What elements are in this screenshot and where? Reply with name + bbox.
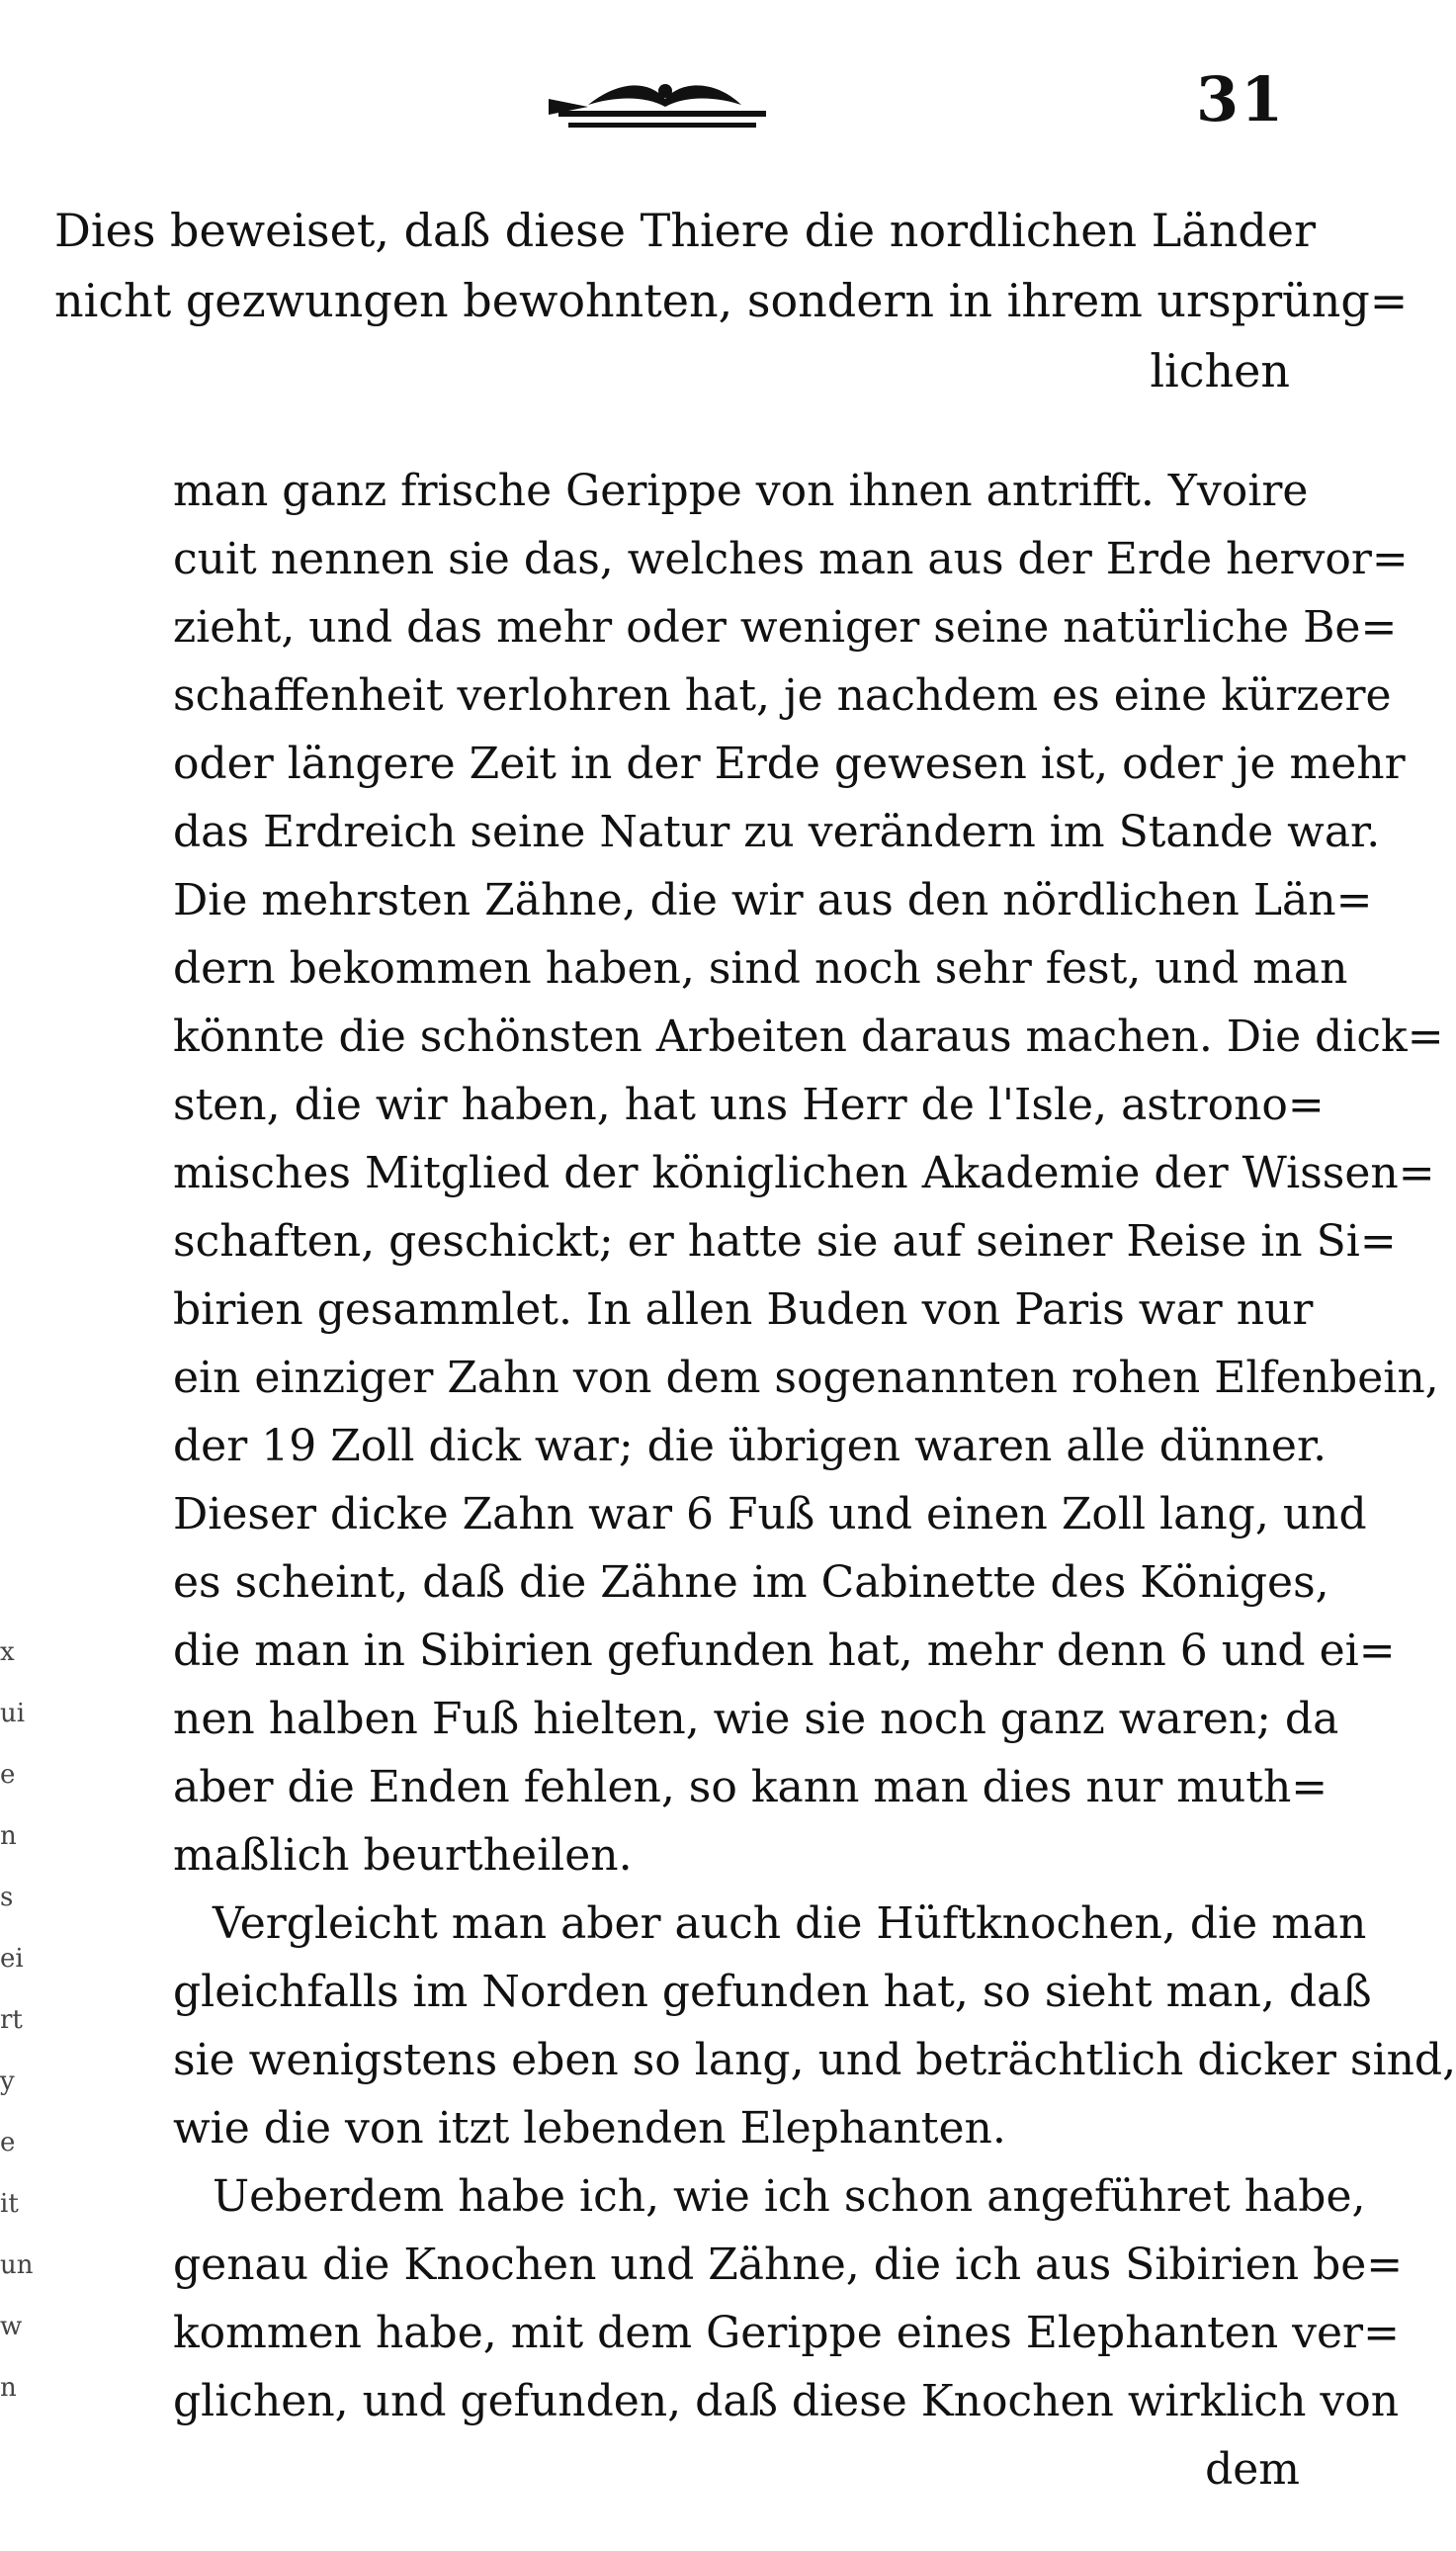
text-line: genau die Knochen und Zähne, die ich aus Sibirien be= bbox=[173, 2240, 1404, 2290]
text-line: man ganz frische Gerippe von ihnen antrifft. Yvoire bbox=[173, 466, 1309, 516]
text-line: Dieser dicke Zahn war 6 Fuß und einen Zoll lang, und bbox=[173, 1489, 1367, 1539]
edge-fragment: n bbox=[0, 2373, 17, 2403]
text-line: cuit nennen sie das, welches man aus der Erde hervor= bbox=[173, 534, 1409, 584]
header-ornament bbox=[549, 71, 776, 140]
facing-page-edge bbox=[0, 1622, 34, 2472]
preceding-fragment bbox=[54, 196, 1409, 406]
text-line: Die mehrsten Zähne, die wir aus den nördlichen Län= bbox=[173, 875, 1373, 925]
text-line: glichen, und gefunden, daß diese Knochen wirklich von bbox=[173, 2376, 1400, 2426]
text-line: wie die von itzt lebenden Elephanten. bbox=[173, 2103, 1006, 2154]
text-line: zieht, und das mehr oder weniger seine natürliche Be= bbox=[173, 602, 1398, 653]
text-line: oder längere Zeit in der Erde gewesen ist, oder je mehr bbox=[173, 739, 1406, 789]
text-line: nen halben Fuß hielten, wie sie noch ganz waren; da bbox=[173, 1694, 1339, 1744]
edge-fragment: y bbox=[0, 2067, 15, 2096]
text-line: birien gesammlet. In allen Buden von Paris war nur bbox=[173, 1284, 1314, 1335]
text-line: dern bekommen haben, sind noch sehr fest, und man bbox=[173, 943, 1348, 994]
text-line: kommen habe, mit dem Gerippe eines Elephanten ver= bbox=[173, 2308, 1400, 2358]
edge-fragment: e bbox=[0, 1760, 16, 1790]
text-line: Dies beweiset, daß diese Thiere die nordlichen Länder bbox=[54, 204, 1317, 257]
text-line: maßlich beurtheilen. bbox=[173, 1830, 633, 1881]
edge-fragment: un bbox=[0, 2250, 34, 2280]
page-number: 31 bbox=[1196, 63, 1286, 135]
text-line: gleichfalls im Norden gefunden hat, so sieht man, daß bbox=[173, 1967, 1372, 2017]
text-line: schaften, geschickt; er hatte sie auf seiner Reise in Si= bbox=[173, 1216, 1397, 1267]
text-line: könnte die schönsten Arbeiten daraus machen. Die dick= bbox=[173, 1012, 1444, 1062]
edge-fragment: x bbox=[0, 1637, 15, 1667]
edge-fragment: e bbox=[0, 2128, 16, 2157]
edge-fragment: s bbox=[0, 1883, 14, 1912]
edge-fragment: n bbox=[0, 1821, 17, 1851]
text-line: die man in Sibirien gefunden hat, mehr denn 6 und ei= bbox=[173, 1626, 1396, 1676]
text-line: es scheint, daß die Zähne im Cabinette des Königes, bbox=[173, 1557, 1329, 1608]
edge-fragment: w bbox=[0, 2312, 23, 2341]
text-line: sie wenigstens eben so lang, und beträchtlich dicker sind, bbox=[173, 2035, 1456, 2085]
text-line: der 19 Zoll dick war; die übrigen waren alle dünner. bbox=[173, 1421, 1328, 1471]
text-line: Ueberdem habe ich, wie ich schon angeführet habe, bbox=[213, 2171, 1366, 2222]
text-line: lichen bbox=[1150, 344, 1290, 397]
text-line: aber die Enden fehlen, so kann man dies nur muth= bbox=[173, 1762, 1328, 1812]
text-line: ein einziger Zahn von dem sogenannten rohen Elfenbein, bbox=[173, 1353, 1439, 1403]
text-line: misches Mitglied der königlichen Akademie der Wissen= bbox=[173, 1148, 1435, 1198]
text-line: nicht gezwungen bewohnten, sondern in ihrem ursprüng= bbox=[54, 274, 1409, 327]
edge-fragment: ui bbox=[0, 1699, 26, 1728]
body-text bbox=[173, 457, 1456, 2504]
edge-fragment: it bbox=[0, 2189, 19, 2219]
edge-fragment: ei bbox=[0, 1944, 24, 1974]
text-line: schaffenheit verlohren hat, je nachdem es eine kürzere bbox=[173, 670, 1392, 721]
catchword: dem bbox=[1205, 2444, 1300, 2495]
text-line: sten, die wir haben, hat uns Herr de l'Isle, astrono= bbox=[173, 1080, 1325, 1130]
text-line: das Erdreich seine Natur zu verändern im Stande war. bbox=[173, 807, 1381, 857]
edge-fragment: rt bbox=[0, 2005, 23, 2035]
text-line: Vergleicht man aber auch die Hüftknochen, die man bbox=[213, 1898, 1367, 1949]
